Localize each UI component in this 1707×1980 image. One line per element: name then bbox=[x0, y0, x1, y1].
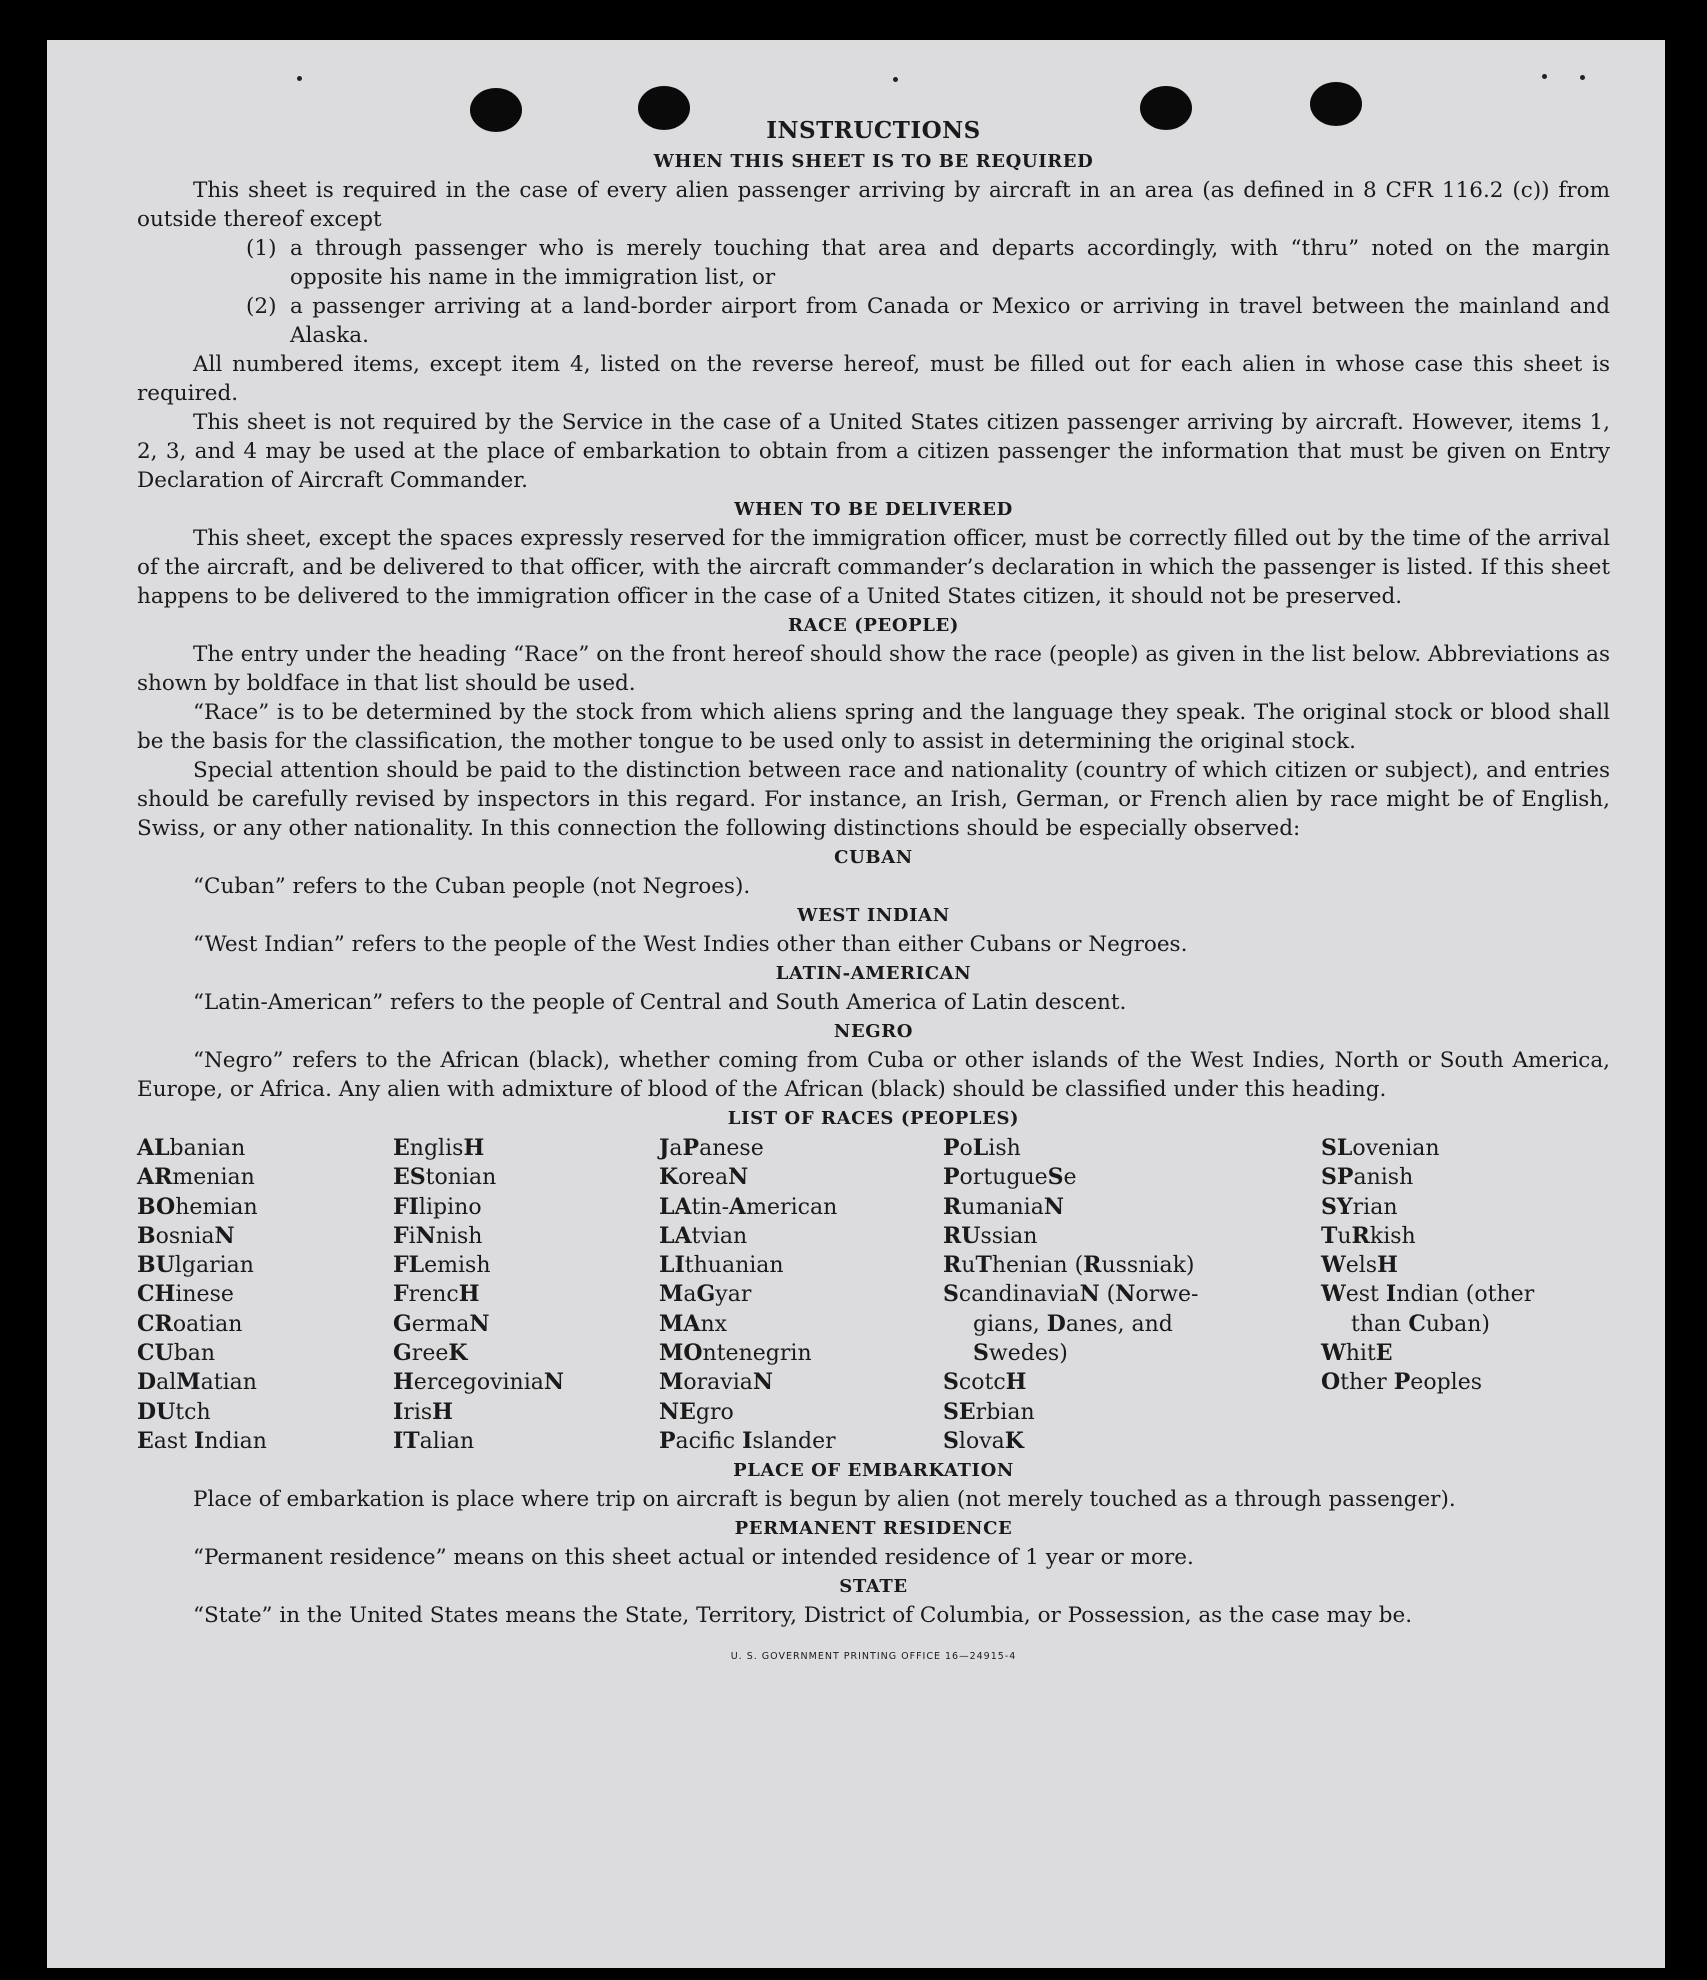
race-entry: CHinese bbox=[137, 1281, 234, 1308]
document-sheet bbox=[47, 40, 1665, 1968]
races-column bbox=[1321, 1134, 1591, 1456]
heading-list-of-races: LIST OF RACES (PEOPLES) bbox=[727, 1108, 1020, 1129]
race-entry: IrisH bbox=[393, 1398, 453, 1425]
page-title: INSTRUCTIONS bbox=[766, 117, 981, 144]
race-entry: BOhemian bbox=[137, 1193, 258, 1220]
race-entry: ITalian bbox=[393, 1427, 475, 1454]
race-entry: than Cuban) bbox=[1351, 1310, 1490, 1337]
paragraph: “Cuban” refers to the Cuban people (not Negroes). bbox=[193, 874, 751, 899]
race-entry: PoLish bbox=[943, 1135, 1021, 1161]
paragraph: “West Indian” refers to the people of the West Indies other than either Cubans or Negroes. bbox=[193, 932, 1188, 957]
race-entry: FLemish bbox=[393, 1252, 491, 1279]
paragraph: This sheet, except the spaces expressly reserved for the immigration officer, must be correctly filled out by the time of the arrival of the aircraft, and be delivered to that officer, with the aircraft commander’s declaration in which the passenger is listed. If this sheet happens to be delivered to the immigration officer in the case of a United States citizen, it should not be preserved. bbox=[137, 526, 1610, 609]
heading-embarkation: PLACE OF EMBARKATION bbox=[733, 1460, 1014, 1482]
race-entry: SErbian bbox=[943, 1398, 1035, 1425]
heading-cuban: CUBAN bbox=[834, 847, 913, 868]
item-number: (2) bbox=[246, 294, 277, 319]
race-entry: WelsH bbox=[1321, 1252, 1398, 1279]
heading-when-required: WHEN THIS SHEET IS TO BE REQUIRED bbox=[653, 151, 1094, 172]
race-entry: East Indian bbox=[137, 1427, 267, 1454]
races-column bbox=[137, 1134, 393, 1456]
race-entry: RUssian bbox=[943, 1222, 1038, 1249]
race-entry: SLovenian bbox=[1321, 1135, 1440, 1161]
race-entry: GreeK bbox=[393, 1340, 468, 1367]
race-entry: NEgro bbox=[659, 1398, 734, 1425]
paragraph: The entry under the heading “Race” on the front hereof should show the race (people) as given in the list below. Abbreviations as shown by boldface in that list should be used. bbox=[137, 642, 1610, 696]
heading-when-delivered: WHEN TO BE DELIVERED bbox=[734, 499, 1013, 520]
item-number: (1) bbox=[246, 236, 277, 261]
paragraph: “Permanent residence” means on this sheet actual or intended residence of 1 year or more. bbox=[193, 1545, 1194, 1571]
speck-mark bbox=[1542, 74, 1547, 79]
speck-mark bbox=[297, 76, 302, 81]
race-entry: EStonian bbox=[393, 1164, 497, 1191]
race-entry: RuThenian (Russniak) bbox=[943, 1252, 1195, 1279]
paragraph: Place of embarkation is place where trip on aircraft is begun by alien (not merely touched as a through passenger). bbox=[193, 1487, 1456, 1513]
heading-state: STATE bbox=[839, 1576, 908, 1598]
list-item bbox=[246, 234, 1610, 292]
item-text: a passenger arriving at a land-border airport from Canada or Mexico or arriving in travel between the mainland and Alaska. bbox=[290, 294, 1610, 348]
race-entry: SPanish bbox=[1321, 1164, 1414, 1191]
race-entry: MAnx bbox=[659, 1310, 728, 1337]
race-entry: EnglisH bbox=[393, 1135, 485, 1161]
paragraph: “Race” is to be determined by the stock from which aliens spring and the language they speak. The original stock or blood shall be the basis for the classification, the mother tongue to be used only to assist in determining the original stock. bbox=[137, 700, 1610, 754]
race-entry: Swedes) bbox=[973, 1340, 1068, 1367]
race-entry: MaGyar bbox=[659, 1281, 752, 1308]
race-entry: SlovaK bbox=[943, 1427, 1024, 1454]
race-entry: BosniaN bbox=[137, 1222, 235, 1249]
races-column bbox=[393, 1134, 659, 1456]
race-entry: TuRkish bbox=[1321, 1222, 1416, 1249]
race-entry: MoraviaN bbox=[659, 1369, 773, 1396]
race-entry: MOntenegrin bbox=[659, 1340, 812, 1367]
race-entry: LAtvian bbox=[659, 1222, 748, 1249]
race-entry: CUban bbox=[137, 1340, 216, 1367]
race-entry: ScandinaviaN (Norwe- bbox=[943, 1281, 1199, 1308]
heading-race: RACE (PEOPLE) bbox=[788, 615, 959, 636]
race-entry: ALbanian bbox=[137, 1135, 246, 1161]
race-entry: West Indian (other bbox=[1321, 1281, 1535, 1308]
race-entry: DalMatian bbox=[137, 1369, 257, 1396]
race-entry: Other Peoples bbox=[1321, 1369, 1483, 1396]
races-column bbox=[659, 1134, 943, 1456]
race-entry: FiNnish bbox=[393, 1222, 483, 1249]
heading-negro: NEGRO bbox=[833, 1021, 914, 1042]
race-entry: RumaniaN bbox=[943, 1193, 1064, 1220]
paragraph: “Negro” refers to the African (black), whether coming from Cuba or other islands of the West Indies, North or South America, Europe, or Africa. Any alien with admixture of blood of the African (black) should be classified under this heading. bbox=[137, 1048, 1610, 1102]
race-entry: WhitE bbox=[1321, 1340, 1393, 1367]
printer-imprint: U. S. GOVERNMENT PRINTING OFFICE 16—24915-4 bbox=[730, 1651, 1017, 1663]
race-entry: Pacifc Islander bbox=[659, 1427, 836, 1454]
race-entry: BUlgarian bbox=[137, 1252, 254, 1279]
paragraph: Special attention should be paid to the distinction between race and nationality (country of which citizen or subject), and entries should be carefully revised by inspectors in this regard. For instance, an Irish, German, or French alien by race might be of English, Swiss, or any other nationality. In this connection the following distinctions should be especially observed: bbox=[137, 758, 1610, 841]
instructions-content bbox=[137, 115, 1610, 1671]
race-entry: KoreaN bbox=[659, 1164, 749, 1191]
race-entry: CRoatian bbox=[137, 1310, 243, 1337]
paragraph: “Latin-American” refers to the people of Central and South America of Latin descent. bbox=[193, 990, 1127, 1015]
paragraph: “State” in the United States means the State, Territory, District of Columbia, or Possession, as the case may be. bbox=[193, 1603, 1413, 1629]
item-text: a through passenger who is merely touching that area and departs accordingly, with “thru” noted on the margin opposite his name in the immigration list, or bbox=[290, 236, 1610, 290]
race-entry: LIthuanian bbox=[659, 1252, 784, 1279]
race-entry: gians, Danes, and bbox=[973, 1310, 1173, 1337]
race-entry: ScotcH bbox=[943, 1369, 1027, 1396]
heading-permanent-residence: PERMANENT RESIDENCE bbox=[734, 1518, 1013, 1540]
race-entry: FIlipino bbox=[393, 1193, 482, 1220]
heading-latin-american: LATIN-AMERICAN bbox=[775, 963, 972, 984]
heading-west-indian: WEST INDIAN bbox=[797, 905, 950, 926]
race-entry: JaPanese bbox=[659, 1135, 764, 1161]
race-entry: DUtch bbox=[137, 1398, 211, 1425]
paragraph: This sheet is not required by the Service in the case of a United States citizen passenger arriving by aircraft. However, items 1, 2, 3, and 4 may be used at the place of embarkation to obtain from a citizen passenger the information that must be given on Entry Declaration of Aircraft Commander. bbox=[137, 410, 1610, 493]
list-item bbox=[246, 292, 1610, 350]
race-entry: FrencH bbox=[393, 1281, 480, 1308]
paragraph: All numbered items, except item 4, listed on the reverse hereof, must be filled out for each alien in whose case this sheet is required. bbox=[137, 352, 1610, 406]
paragraph: This sheet is required in the case of every alien passenger arriving by aircraft in an area (as defined in 8 CFR 116.2 (c)) from outside thereof except bbox=[137, 178, 1610, 232]
speck-mark bbox=[1580, 75, 1585, 80]
races-table bbox=[137, 1134, 1610, 1456]
race-entry: LAtin-American bbox=[659, 1193, 838, 1220]
race-entry: ARmenian bbox=[137, 1164, 255, 1191]
race-entry: PortugueSe bbox=[943, 1164, 1077, 1191]
race-entry: HercegoviniaN bbox=[393, 1369, 564, 1396]
speck-mark bbox=[893, 77, 898, 82]
race-entry: GermaN bbox=[393, 1310, 490, 1337]
races-column bbox=[943, 1134, 1321, 1456]
race-entry: SYrian bbox=[1321, 1193, 1398, 1220]
